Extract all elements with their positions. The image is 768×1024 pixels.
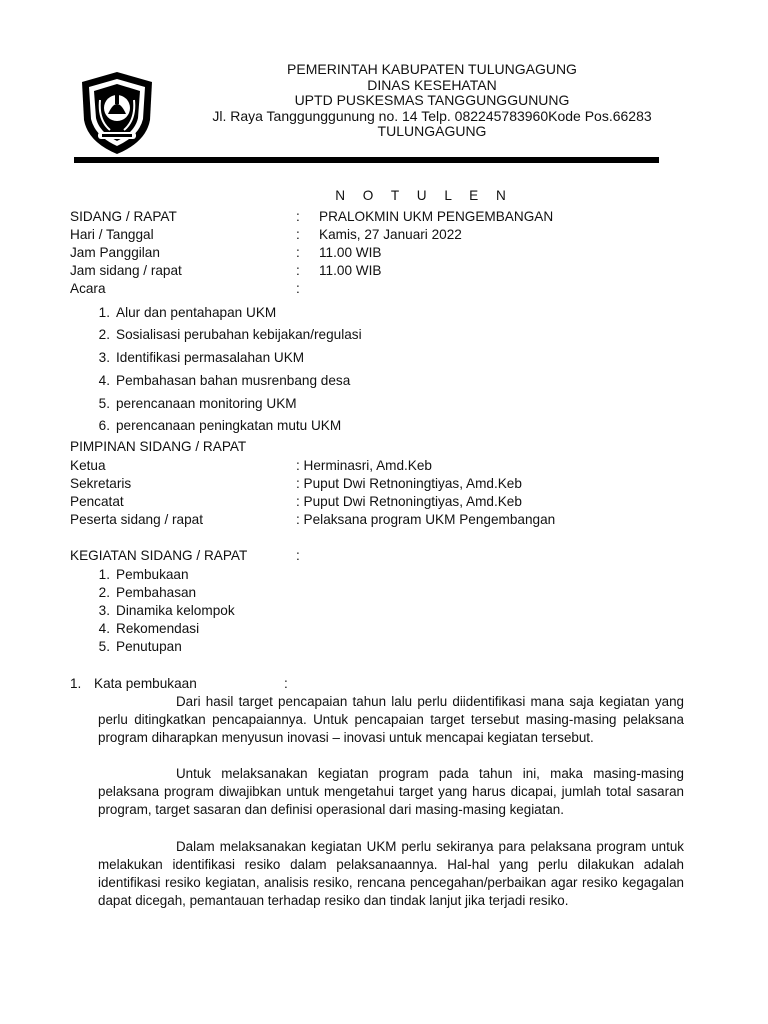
letterhead-department: DINAS KESEHATAN [367,76,497,93]
paragraph: Dari hasil target pencapaian tahun lalu perlu diidentifikasi mana saja kegiatan yang perlu ditingkatkan pencapaiannya. Untuk pencapaian target tersebut masing-masing pelaksana program diharapkan menyusun inovasi – inovasi untuk mencapai kegiatan tersebut. [98,694,684,745]
document-page: PEMERINTAH KABUPATEN TULUNGAGUNG DINAS KESEHATAN UPTD PUSKESMAS TANGGUNGGUNUNG Jl. Raya Tanggunggunung no. 14 Telp. 082245783960Kode Pos.66283 TULUNGAGUNG N O T U L E N SIDANG / RAPAT : PRALOKMIN UKM PENGEMBANGAN Hari / Tanggal : Kamis, 27 Januari 2022 Jam Panggilan : 11.00 WIB Jam sidang / rapat : 11.00 WIB Acara : 1. Alur dan pentahapan UKM 2. Sosialisasi perubahan kebijakan/regulasi 3. Identifikasi permasalahan UKM 4. Pembahasan bahan musrenbang desa 5. perencanaan monitoring UKM 6. perencanaan peningkatan mutu UKM PIMPINAN SIDANG / RAPAT Ketua : Herminasri, Amd.Keb Sekretaris : Puput Dwi Retnoningtiyas, Amd.Keb Pencatat : Puput Dwi Retnoningtiyas, Amd.Keb Peserta sidang / rapat : Pelaksana program UKM Pengembangan KEGIATAN SIDANG / RAPAT : 1. Pembukaan 2. Pembahasan 3. Dinamika kelompok 4. Rekomendasi 5. Penutupan 1. Kata pembukaan : Dari hasil target pencapaian tahun lalu perlu diidentifikasi mana saja kegiatan yang perlu ditingkatkan pencapaiannya. Untuk pencapaian target tersebut masing-masing pelaksana program diharapkan menyusun inovasi – inovasi untuk mencapai kegiatan tersebut. Untuk melaksanakan kegiatan program pada tahun ini, maka masing-masing pelaksana program diwajibkan untuk mengetahui target yang harus dicapai, jumlah total sasaran program, target sasaran dan definisi operasional dari masing-masing kegiatan. Dalam melaksanakan kegiatan UKM perlu sekiranya para pelaksana program untuk melakukan identifikasi resiko dalam pelaksanaannya. Hal-hal yang perlu dilakukan adalah identifikasi resiko kegiatan, analisis resiko, rencana pencegahan/perbaikan agar resiko kegagalan dapat dicegah, pemantauan terhadap resiko dan tindak lanjut jika terjadi resiko. [0,0,768,1024]
kegiatan-heading: KEGIATAN SIDANG / RAPAT : [70,548,300,563]
letterhead-city: TULUNGAGUNG [377,123,487,140]
letterhead [168,62,696,140]
document-title: N O T U L E N [335,188,513,203]
pimpinan-heading: PIMPINAN SIDANG / RAPAT [70,439,247,454]
paragraph: Dalam melaksanakan kegiatan UKM perlu sekiranya para pelaksana program untuk melakukan identifikasi resiko dalam pelaksanaannya. Hal-hal yang perlu dilakukan adalah identifikasi resiko kegiatan, analisis resiko, rencana pencegahan/perbaikan agar resiko kegagalan dapat dicegah, pemantauan terhadap resiko dan tindak lanjut jika terjadi resiko. [98,839,684,908]
letterhead-office: UPTD PUSKESMAS TANGGUNGGUNUNG [294,92,570,109]
regency-crest-icon [78,70,156,156]
letterhead-government: PEMERINTAH KABUPATEN TULUNGAGUNG [287,61,577,77]
letterhead-divider [74,157,659,163]
paragraph: Untuk melaksanakan kegiatan program pada tahun ini, maka masing-masing pelaksana program diwajibkan untuk mengetahui target yang harus dicapai, jumlah total sasaran program, target sasaran dan definisi operasional dari masing-masing kegiatan. [98,766,684,817]
letterhead-address: Jl. Raya Tanggunggunung no. 14 Telp. 082245783960Kode Pos.66283 [212,107,652,124]
